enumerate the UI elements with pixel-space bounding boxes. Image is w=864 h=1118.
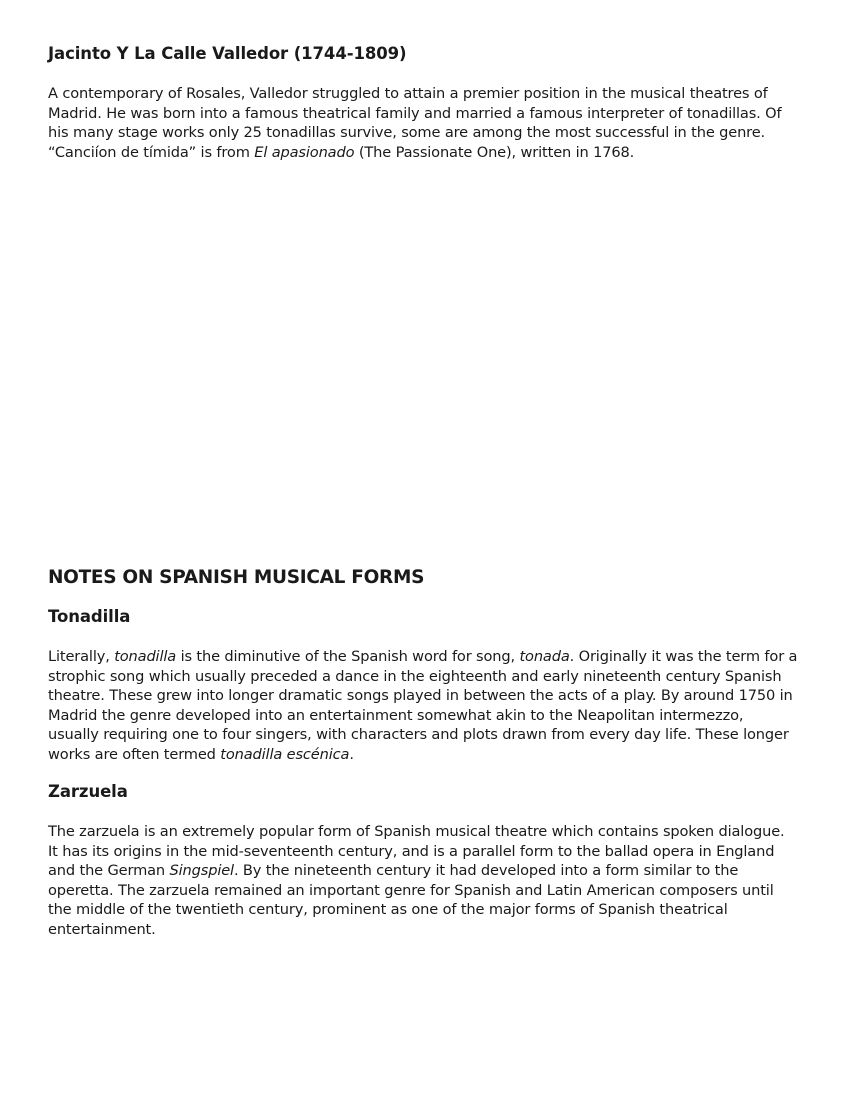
composer-section (48, 44, 798, 63)
tonadilla-text-3: . Originally it was the term for a strophic song which usually preceded a dance in the eighteenth and early nineteenth century Spanish theatre. These grew into longer dramatic songs played in between the acts of a play. By around 1750 in Madrid the genre developed into an entertainment somewhat akin to the Neapolitan intermezzo, usually requiring one to four singers, with characters and plots drawn from every day life. These longer works are often termed (48, 648, 798, 763)
tonadilla-body (48, 647, 798, 765)
tonadilla-text-2: is the diminutive of the Spanish word for song, (176, 648, 520, 665)
zarzuela-text-1: The zarzuela is an extremely popular form of Spanish musical theatre which contains spoken dialogue. It has its origins in the mid-seventeenth century, and is a parallel form to the ballad opera in England and the German (48, 823, 785, 880)
zarzuela-paragraph (48, 822, 798, 940)
tonadilla-term-2: tonada (519, 648, 570, 665)
bio-work-title: El apasionado (254, 143, 355, 161)
tonadilla-term-3: tonadilla escénica (220, 745, 350, 763)
notes-heading: NOTES ON SPANISH MUSICAL FORMS (48, 567, 425, 588)
tonadilla-term-1: tonadilla (114, 648, 177, 665)
tonadilla-paragraph (48, 647, 798, 765)
tonadilla-heading-wrap (48, 607, 798, 626)
zarzuela-heading-wrap (48, 782, 798, 801)
zarzuela-body (48, 822, 798, 940)
zarzuela-heading: Zarzuela (48, 782, 128, 801)
composer-bio (48, 84, 798, 162)
tonadilla-text-4: . (349, 745, 354, 763)
notes-section (48, 567, 798, 588)
bio-text-2: (The Passionate One), written in 1768. (354, 143, 635, 161)
composer-heading: Jacinto Y La Calle Valledor (1744-1809) (48, 44, 407, 63)
bio-text-1: A contemporary of Rosales, Valledor struggled to attain a premier position in the musical theatres of Madrid. He was born into a famous theatrical family and married a famous interpreter of tonadillas. Of his many stage works only 25 tonadillas survive, some are among the most successful in the genre. “Canciíon de tímida” is from (48, 85, 782, 161)
composer-bio-paragraph (48, 84, 798, 162)
zarzuela-text-2: . By the nineteenth century it had developed into a form similar to the operetta. The zarzuela remained an important genre for Spanish and Latin American composers until the middle of the twentieth century, prominent as one of the major forms of Spanish theatrical entertainment. (48, 862, 774, 938)
tonadilla-text-1: Literally, (48, 648, 115, 665)
zarzuela-term-1: Singspiel (169, 862, 234, 880)
tonadilla-heading: Tonadilla (48, 607, 131, 626)
